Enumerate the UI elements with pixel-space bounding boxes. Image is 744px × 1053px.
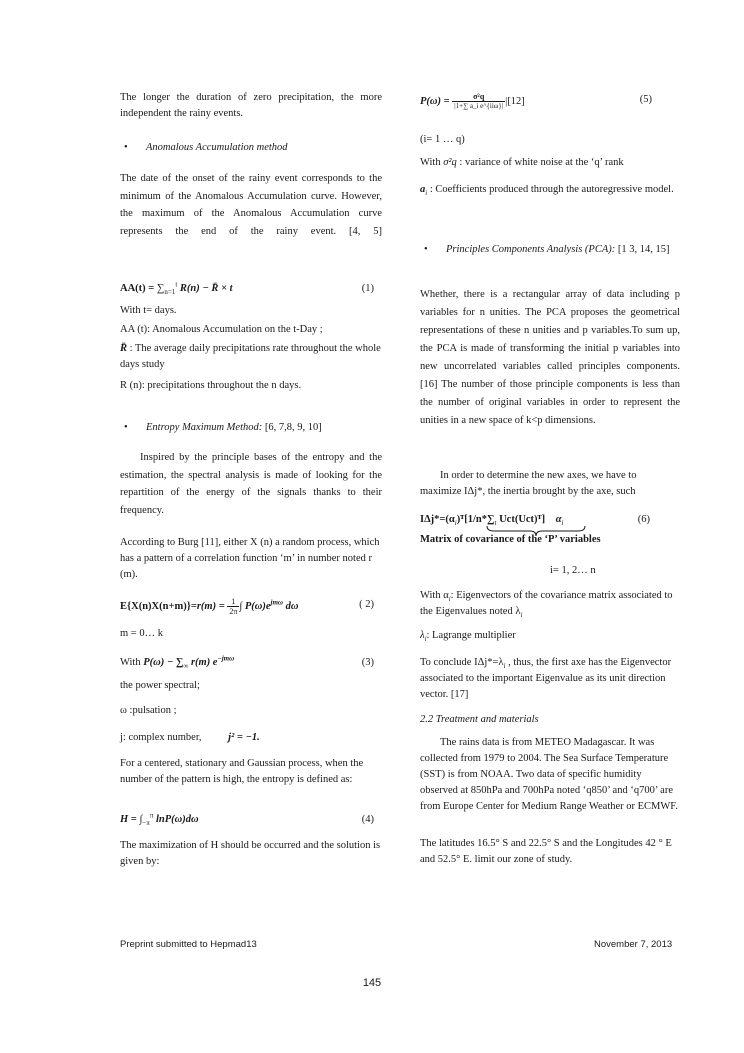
bullet-dot-icon: • (424, 244, 428, 255)
eq5-number: (5) (639, 94, 652, 105)
eq6-uct: Uct(Uct)ᵀ] (496, 514, 546, 525)
eq2-number: ( 2) (359, 599, 374, 610)
i-range: (i= 1 … q) (420, 134, 465, 145)
eq4-rest: lnP(ω)dω (153, 814, 199, 825)
eq5-lhs: P(ω) = (420, 95, 450, 107)
with-t-days: With t= days. (120, 305, 177, 316)
equation-2 (120, 597, 382, 616)
eq5-den: |1+∑ a_i e^{iiω}| (454, 102, 504, 110)
bullet-heading: Principles Components Analysis (PCA): (446, 244, 616, 255)
conclude-lead: To conclude IΔj*=λ (420, 657, 504, 668)
rn-definition: R (n): precipitations throughout the n days. (120, 380, 302, 391)
covariance-label: Matrix of covariance of the ‘P’ variables (420, 534, 601, 545)
eq5-num: σ²q (473, 92, 485, 101)
footer-preprint: Preprint submitted to Hepmad13 (120, 939, 257, 950)
eq2-exp: jmω (270, 598, 283, 607)
eq1-rhs: R(n) − R̄ × t (179, 283, 233, 294)
rbar-symbol: R̄ (120, 343, 128, 354)
eq4-sub: −π (142, 819, 150, 828)
eq4-number: (4) (361, 814, 374, 825)
pulsation: ω :pulsation ; (120, 705, 177, 716)
eig-text: : Eigenvectors of the covariance matrix associated to the Eigenvalues noted λ (420, 590, 673, 617)
eq6-sub: t (494, 519, 497, 528)
eig-with: With α (420, 590, 449, 601)
eq2-body: P(ω)e (244, 600, 271, 612)
bullet-dot-icon: • (124, 142, 128, 153)
eq3-rest: r(m) e (188, 657, 218, 668)
eq5-ref: |[12] (505, 95, 525, 107)
ai-symbol: a (420, 184, 426, 195)
eq3-sub: ∞ (183, 662, 189, 671)
eq3-number: (3) (361, 657, 374, 668)
eq5-fraction (452, 92, 505, 111)
eq1-sum: ∑ (156, 283, 165, 294)
sigma-symbol: σ²q (443, 157, 457, 168)
sigma-with: With (420, 157, 441, 168)
j-complex-text: j: complex number, (120, 732, 202, 743)
m-range: m = 0… k (120, 628, 163, 639)
eq3-exp: −jmω (217, 654, 235, 663)
eq1-lhs: AA(t) = (120, 283, 155, 294)
paragraph-centered: For a centered, stationary and Gaussian process, when the number of the pattern is high, the entropy is defined as: (120, 758, 364, 785)
eq1-sub: n=1 (164, 288, 176, 297)
sigma-definition (420, 155, 680, 171)
eq4-sup: π (149, 811, 154, 820)
eq3-body: P(ω) − ∑ (143, 657, 184, 668)
lambda-definition: $\lambda_i$: Lagrange multiplier (420, 630, 516, 644)
bullet-refs: [1 3, 14, 15] (615, 244, 670, 255)
eq2-r: r(m) = (196, 600, 225, 612)
eq2-dw: dω (283, 600, 299, 612)
aa-definition: AA (t): Anomalous Accumulation on the t-Day ; (120, 324, 323, 335)
equation-3 (120, 655, 382, 671)
j-complex (120, 730, 382, 746)
paragraph-burg: According to Burg [11], either X (n) a random process, which has a pattern of a correlation function ‘m’ in number noted r (m). (120, 537, 380, 580)
bullet-dot-icon: • (124, 422, 128, 433)
footer-date: November 7, 2013 (594, 939, 673, 950)
bullet-anomalous-accumulation (120, 140, 382, 156)
paragraph-new-axes: In order to determine the new axes, we have to maximize IΔj*, the inertia brought by the axe, such (420, 470, 637, 497)
section-heading: 2.2 Treatment and materials (420, 714, 539, 725)
bullet-entropy (120, 420, 382, 436)
eq6-number: (6) (637, 514, 650, 525)
eq2-frac-den: 2π (229, 607, 238, 616)
rbar-definition (120, 341, 382, 373)
j-squared: j² = −1. (228, 732, 260, 743)
page-number: 145 (362, 977, 382, 989)
equation-1 (120, 281, 382, 297)
ai-definition: $a_i$ : Coefficients produced through the autoregressive model. (420, 184, 674, 198)
paragraph-rains-data: The rains data is from METEO Madagascar. It was collected from 1979 to 2004. The Sea Surface Temperature (SST) is from NOAA. Two data of specific humidity observed at 850hPa and 700hPa noted ‘q850’ and ‘q700’ are from Europe Center for Medium Range Weather or ECMWF. (420, 737, 678, 812)
eq2-lhs: E{X(n)X(n+m)}= (120, 600, 197, 612)
eq1-sup: t (175, 280, 178, 289)
eq2-fraction (227, 597, 239, 616)
eq4-lhs: H = ∫ (120, 814, 143, 825)
eq6-mid: )ᵀ[1/n*∑ (456, 514, 495, 525)
eq6-alpha: α (555, 514, 562, 525)
eq2-integral: ∫ (239, 600, 243, 612)
paragraph-inspired: Inspired by the principle bases of the entropy and the estimation, the spectral analysis is made of looking for the repartition of the energy of the signals thanks to their frequency. (120, 452, 382, 516)
bullet-heading: Anomalous Accumulation method (146, 142, 288, 153)
lambda-symbol: λ (420, 630, 425, 641)
bullet-refs: [6, 7,8, 9, 10] (262, 422, 322, 433)
paragraph-onset: The date of the onset of the rainy event corresponds to the minimum of the Anomalous Accumulation curve. However, the maximum of the Anomalous Accumulation curve represents the end of the rainy event. [4, 5] (120, 173, 382, 237)
equation-6: $I\Delta j*=(\alpha_i)ᵀ[1/n*\sum_t$ Uct(Uct)ᵀ] $\alpha_i$ (6) (420, 514, 650, 528)
conclude-text: , thus, the first axe has the Eigenvector associated to the important Eigenvalue as its unit direction vector. [17] (420, 657, 672, 700)
sigma-text: : variance of white noise at the ‘q’ rank (456, 157, 624, 168)
paragraph-pca: Whether, there is a rectangular array of data including p variables for n unities. The PCA proposes the geometrical representations of these n unities and p variables.To sum up, the PCA is made of transforming the initial p variables into new uncorrelated variables called principles components. [16] The number of those principle components is less than the number of original variables in order to represent the unities in a new space of k<p dimensions. (420, 289, 680, 426)
eq2-frac-num: 1 (227, 597, 239, 607)
paragraph-maximization: The maximization of H should be occurred and the solution is given by: (120, 840, 381, 867)
power-spectral: the power spectral; (120, 680, 200, 691)
equation-5 (420, 92, 680, 111)
equation-4 (120, 812, 382, 828)
ai-text: : Coefficients produced through the autoregressive model. (427, 184, 674, 195)
eq1-number: (1) (361, 283, 374, 294)
eq6-lhs: IΔj*=(α (420, 514, 455, 525)
lambda-text: : Lagrange multiplier (426, 630, 516, 641)
i-range-2: i= 1, 2… n (550, 565, 596, 576)
bullet-pca (420, 242, 680, 258)
paragraph-latitudes: The latitudes 16.5° S and 22.5° S and the Longitudes 42 ° E and 52.5° E. limit our zone of study. (420, 838, 672, 865)
rbar-text: : The average daily precipitations rate throughout the whole days study (120, 343, 381, 370)
paragraph-conclude: To conclude $I\Delta j*=\lambda_i$ , thus, the first axe has the Eigenvector associated to the important Eigenvalue as its unit direction vector. [17] (420, 657, 672, 700)
paragraph-zero-precipitation: The longer the duration of zero precipitation, the more independent the rainy events. (120, 92, 382, 119)
eigenvectors-definition: With $\alpha_i$: Eigenvectors of the covariance matrix associated to the Eigenvalues noted $\lambda_i$ (420, 590, 673, 620)
eq3-with: With (120, 657, 141, 668)
bullet-heading: Entropy Maximum Method: (146, 422, 263, 433)
